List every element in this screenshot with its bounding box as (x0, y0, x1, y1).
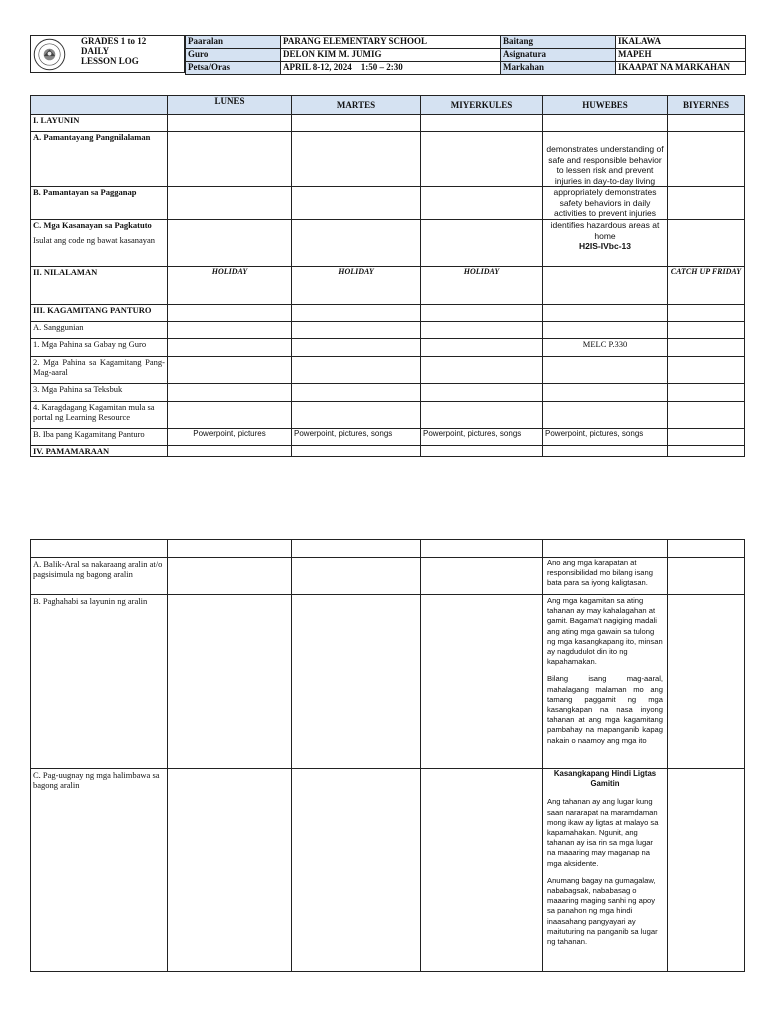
table-row (31, 267, 745, 305)
cell (168, 132, 292, 187)
row-label (31, 220, 168, 267)
log-title (81, 36, 146, 66)
corner-cell (31, 96, 168, 115)
table-row (31, 558, 745, 595)
header-row (186, 62, 746, 75)
cell (168, 595, 292, 769)
holiday-label: HOLIDAY (421, 267, 543, 305)
teacher-value: DELON KIM M. JUMIG (281, 49, 501, 62)
cell (292, 402, 421, 429)
cell (168, 446, 292, 457)
cell (421, 595, 543, 769)
melc-ref: MELC P.330 (543, 339, 668, 357)
header-row (186, 49, 746, 62)
cell (421, 339, 543, 357)
day-header: LUNES (168, 96, 292, 115)
cell (421, 769, 543, 972)
cell (668, 357, 745, 384)
header-block (30, 35, 185, 73)
row-label: A. Sanggunian (31, 322, 168, 339)
cell (668, 769, 745, 972)
cell (543, 540, 668, 558)
competency-text: identifies hazardous areas at home (550, 220, 660, 241)
holiday-label: HOLIDAY (168, 267, 292, 305)
quarter-label: Markahan (501, 62, 616, 75)
log-title-line: DAILY (81, 46, 110, 56)
cell (668, 305, 745, 322)
row-label: C. Pag-uugnay ng mga halimbawa sa bagong aralin (31, 769, 168, 972)
cell (668, 429, 745, 446)
teacher-label: Guro (186, 49, 281, 62)
cell (292, 595, 421, 769)
cell (668, 322, 745, 339)
row-label: B. Iba pang Kagamitang Panturo (31, 429, 168, 446)
cell (543, 115, 668, 132)
cell (421, 305, 543, 322)
cell (292, 322, 421, 339)
cell (168, 558, 292, 595)
paragraph: Bilang isang mag-aaral, mahalagang malaman mo ang tamang paggamit ng mga kasangkapan na nasa inyong tahanan at ang mga kagamitang pambahay na mapanganib kapag nakain o naamoy ang mga ito (547, 674, 663, 745)
cell (292, 305, 421, 322)
row-label: 4. Karagdagang Kagamitan mula sa portal ng Learning Resource (31, 402, 168, 429)
cell (421, 357, 543, 384)
header-info-table (185, 35, 746, 75)
log-title-line: LESSON LOG (81, 56, 139, 66)
motivation-text (543, 595, 668, 769)
cell (421, 402, 543, 429)
cell (421, 558, 543, 595)
materials-cell: Powerpoint, pictures, songs (543, 429, 668, 446)
table-row (31, 305, 745, 322)
paragraph: Ang mga kagamitan sa ating tahanan ay may kahalagahan at gamit. Bagama't nagiging madali ang ating mga gawain sa tulong ng mga kasangkapang ito, minsan ay nagdudulot din ito ng kapahamakan. (547, 596, 663, 667)
cell (292, 540, 421, 558)
cell (292, 446, 421, 457)
cell (168, 322, 292, 339)
date-label: Petsa/Oras (186, 62, 281, 75)
cell (668, 339, 745, 357)
materials-cell: Powerpoint, pictures, songs (421, 429, 543, 446)
cell (543, 446, 668, 457)
day-header: MARTES (292, 96, 421, 115)
cell (292, 558, 421, 595)
cell (668, 220, 745, 267)
cell (543, 357, 668, 384)
cell (668, 540, 745, 558)
table-row (31, 429, 745, 446)
cell (292, 187, 421, 220)
day-header-row (31, 96, 745, 115)
cell (292, 357, 421, 384)
row-label: A. Pamantayang Pangnilalaman (31, 132, 168, 187)
table-row (31, 357, 745, 384)
cell (168, 115, 292, 132)
log-title-line: GRADES 1 to 12 (81, 36, 147, 46)
cell (168, 402, 292, 429)
row-label: II. NILALAMAN (31, 267, 168, 305)
cell (292, 132, 421, 187)
competency-code: H2IS-IVbc-13 (579, 241, 631, 251)
table-row (31, 384, 745, 402)
cell (543, 402, 668, 429)
cell (292, 220, 421, 267)
cell (168, 384, 292, 402)
table-row (31, 595, 745, 769)
materials-cell: Powerpoint, pictures (168, 429, 292, 446)
row-label: B. Pamantayan sa Pagganap (31, 187, 168, 220)
cell (168, 357, 292, 384)
table-row (31, 339, 745, 357)
header-row (186, 36, 746, 49)
performance-standard: appropriately demonstrates safety behaviors in daily activities to prevent injuries (543, 187, 668, 220)
content-standard: demonstrates understanding of safe and responsible behavior to lessen risk and prevent injuries in day-to-day living (543, 132, 668, 187)
grade-label: Baitang (501, 36, 616, 49)
row-label: 3. Mga Pahina sa Teksbuk (31, 384, 168, 402)
table-row (31, 769, 745, 972)
table-row (31, 322, 745, 339)
cell (668, 132, 745, 187)
cell (421, 384, 543, 402)
examples-text (543, 769, 668, 972)
subject-label: Asignatura (501, 49, 616, 62)
day-header: HUWEBES (543, 96, 668, 115)
cell (292, 339, 421, 357)
cell (31, 540, 168, 558)
cell (421, 540, 543, 558)
date-value: APRIL 8-12, 2024 1:50 – 2:30 (281, 62, 501, 75)
cell (668, 558, 745, 595)
school-label: Paaralan (186, 36, 281, 49)
lesson-plan-table-2 (30, 539, 745, 972)
cell (421, 115, 543, 132)
cell (421, 220, 543, 267)
cell (292, 384, 421, 402)
cell (543, 322, 668, 339)
row-label: I. LAYUNIN (31, 115, 168, 132)
cell (421, 187, 543, 220)
row-label-text: C. Mga Kasanayan sa Pagkatuto (33, 220, 152, 230)
cell (168, 769, 292, 972)
table-row (31, 115, 745, 132)
cell (168, 305, 292, 322)
cell (168, 220, 292, 267)
deped-seal-icon (33, 38, 66, 71)
cell (292, 115, 421, 132)
row-label: 1. Mga Pahina sa Gabay ng Guro (31, 339, 168, 357)
cell (543, 267, 668, 305)
row-label: A. Balik-Aral sa nakaraang aralin at/o pagsisimula ng bagong aralin (31, 558, 168, 595)
cell (543, 384, 668, 402)
row-label-sub: Isulat ang code ng bawat kasanayan (33, 235, 156, 245)
cell (421, 132, 543, 187)
cell (668, 187, 745, 220)
materials-cell: Powerpoint, pictures, songs (292, 429, 421, 446)
paragraph: Anumang bagay na gumagalaw, nababagsak, nababasag o maaaring maging sanhi ng apoy sa panahon ng mga hindi inaasahang pangyayari ay maituturing na panganib sa lugar ng tahanan. (547, 875, 658, 947)
row-label: B. Paghahabi sa layunin ng aralin (31, 595, 168, 769)
row-label: 2. Mga Pahina sa Kagamitang Pang- Mag-aaral (31, 357, 168, 384)
table-row (31, 132, 745, 187)
table-row (31, 446, 745, 457)
subject-value: MAPEH (616, 49, 746, 62)
cell (543, 305, 668, 322)
cell (168, 339, 292, 357)
cell (168, 540, 292, 558)
learning-competency (543, 220, 668, 267)
quarter-value: IKAAPAT NA MARKAHAN (616, 62, 746, 75)
cell (668, 402, 745, 429)
blank-header-row (31, 540, 745, 558)
day-header: MIYERKULES (421, 96, 543, 115)
cell (668, 595, 745, 769)
row-label: IV. PAMAMARAAN (31, 446, 168, 457)
table-row (31, 220, 745, 267)
catch-up-label: CATCH UP FRIDAY (668, 267, 745, 305)
cell (421, 446, 543, 457)
cell (668, 384, 745, 402)
cell (421, 322, 543, 339)
cell (668, 115, 745, 132)
school-value: PARANG ELEMENTARY SCHOOL (281, 36, 501, 49)
cell (168, 187, 292, 220)
day-header: BIYERNES (668, 96, 745, 115)
cell (292, 769, 421, 972)
review-text: Ano ang mga karapatan at responsibilidad mo bilang isang bata para sa iyong kaligtasan. (543, 558, 668, 595)
table-row (31, 402, 745, 429)
grade-value: IKALAWA (616, 36, 746, 49)
lesson-plan-table-1 (30, 95, 745, 457)
holiday-label: HOLIDAY (292, 267, 421, 305)
row-label: III. KAGAMITANG PANTURO (31, 305, 168, 322)
paragraph: Ang tahanan ay ang lugar kung saan nararapat na maramdaman mong ikaw ay ligtas at malayo sa kapamahakan. Ngunit, ang tahanan ay isa rin sa mga lugar na maaaring may maganap na mga aksidente. (547, 797, 659, 868)
table-row (31, 187, 745, 220)
cell (668, 446, 745, 457)
section-heading: Kasangkapang Hindi Ligtas Gamitin (553, 769, 657, 789)
